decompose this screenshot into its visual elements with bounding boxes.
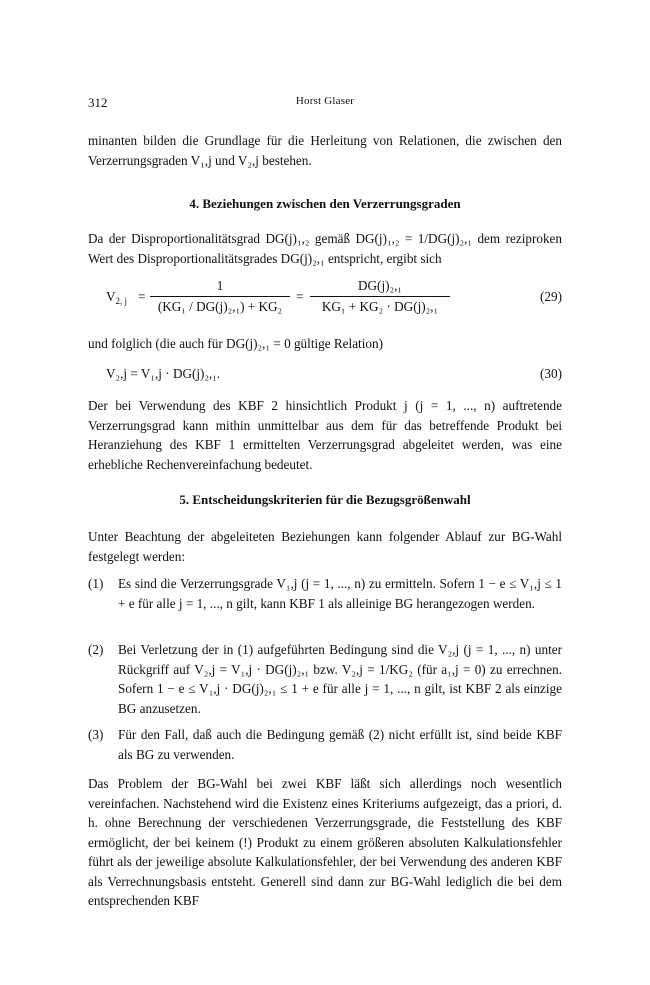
eq29-fraction-1 (150, 278, 290, 315)
list-item-text: Bei Verletzung der in (1) aufgeführten Bedingung sind die V₂,j (j = 1, ..., n) unter Rückgriff auf V₂,j = V₁,j · DG(j)₂,₁ bzw. V₂,j = 1/KG₂ (für a₁,j = 0) zu errechnen. Sofern 1 − e ≤ V₁,j · DG(j)₂,₁ ≤ 1 + e für alle j = 1, ..., n gilt, ist KBF 2 als einzige BG anzusetzen. (118, 642, 562, 716)
eq29-frac2-numerator: DG(j)₂,₁ (358, 278, 402, 293)
list-item-label: (1) (88, 576, 104, 591)
criteria-list-item (88, 725, 562, 764)
section-4-paragraph-3: Der bei Verwendung des KBF 2 hinsichtlich Produkt j (j = 1, ..., n) auftretende Verzerrungsgrad kann mithin unmittelbar aus dem für das betreffende Produkt bei Heranziehung des KBF 1 ermittelten Verzerrungsgrad abgeleitet werden, was eine erhebliche Rechenvereinfachung bedeutet. (88, 398, 562, 472)
section-4-heading: 4. Beziehungen zwischen den Verzerrungsgraden (189, 196, 461, 211)
criteria-list-item (88, 574, 562, 613)
list-item-text: Es sind die Verzerrungsgrade V₁,j (j = 1, ..., n) zu ermitteln. Sofern 1 − e ≤ V₁,j ≤ 1 + e für alle j = 1, ..., n gilt, kann KBF 1 als alleinige BG herangezogen werden. (118, 576, 562, 611)
section-4-paragraph-1: Da der Disproportionalitätsgrad DG(j)₁,₂ gemäß DG(j)₁,₂ = 1/DG(j)₂,₁ dem reziproken Wert des Disproportionalitätsgrades DG(j)₂,₁ entspricht, ergibt sich (88, 231, 562, 266)
list-item-label: (3) (88, 727, 104, 742)
eq29-frac1-denominator: (KG₁ / DG(j)₂,₁) + KG₂ (157, 299, 283, 314)
eq29-fraction-2 (310, 278, 450, 315)
section-4-paragraph-2: und folglich (die auch für DG(j)₂,₁ = 0 gültige Relation) (88, 336, 383, 351)
section-5-paragraph-2: Das Problem der BG-Wahl bei zwei KBF läßt sich allerdings noch wesentlich vereinfachen. Nachstehend wird die Existenz eines Kriteriums aufgezeigt, das a priori, d. h. ohne Berechnung der verschiedenen Verzerrungsgrade, die Feststellung des KBF ermöglicht, der bei keinem (!) Produkt zu einem größeren absoluten Kalkulationsfehler führt als der jeweilige absolute Kalkulationsfehler, der bei Verwendung des anderen KBF als Verrechnungsbasis entsteht. Generell sind dann zur BG-Wahl lediglich die bei dem entsprechenden KBF (88, 776, 562, 908)
criteria-list-item (88, 640, 562, 718)
equation-30 (88, 366, 562, 386)
section-5-paragraph-1: Unter Beachtung der abgeleiteten Beziehungen kann folgender Ablauf zur BG-Wahl festgelegt werden: (88, 529, 562, 564)
list-item-text: Für den Fall, daß auch die Bedingung gemäß (2) nicht erfüllt ist, sind beide KBF als BG zu verwenden. (118, 727, 562, 762)
eq30-expression: V₂,j = V₁,j · DG(j)₂,₁. (106, 366, 221, 381)
equation-29: $V_{2, j}$ = 1 (KG₁ / DG(j)₂,₁) + KG₂ = DG(j)₂,₁ KG₁ + KG₂ · DG(j)₂,₁ (29) (106, 278, 562, 314)
eq30-number: (30) (540, 366, 562, 381)
list-item-label: (2) (88, 642, 104, 657)
page-header (88, 95, 562, 113)
eq29-number: (29) (540, 289, 562, 304)
section-5-heading: 5. Entscheidungskriterien für die Bezugsgrößenwahl (179, 492, 471, 507)
running-head: Horst Glaser (295, 95, 355, 107)
eq29-lhs: $V_{2, j}$ (106, 289, 128, 306)
intro-paragraph: minanten bilden die Grundlage für die Herleitung von Relationen, die zwischen den Verzerrungsgraden V₁,j und V₂,j bestehen. (88, 133, 562, 168)
eq29-frac1-numerator: 1 (216, 278, 224, 293)
page-number: 312 (88, 95, 108, 110)
eq29-frac2-denominator: KG₁ + KG₂ · DG(j)₂,₁ (321, 299, 439, 314)
